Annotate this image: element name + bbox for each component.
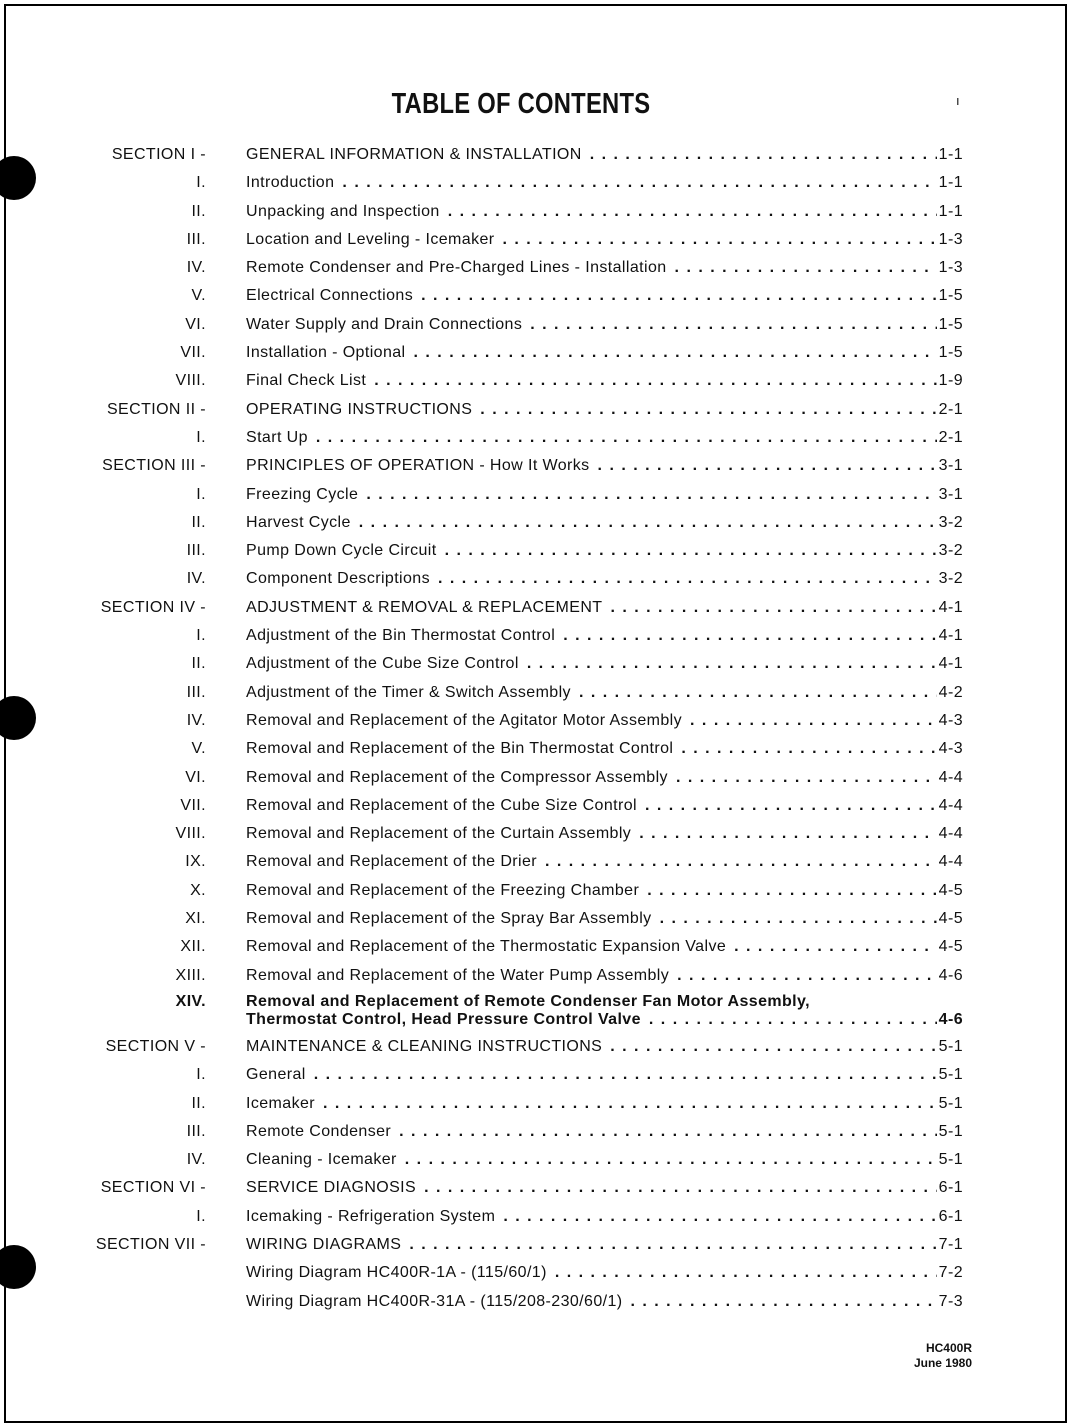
- toc-entry-line: [246, 1179, 963, 1197]
- toc-entry-line: [246, 599, 963, 617]
- toc-entry-line: [246, 769, 963, 787]
- toc-entry-title: Removal and Replacement of the Curtain Assembly: [246, 825, 632, 843]
- footer-model: HC400R: [925, 1341, 972, 1355]
- toc-entry-number: I.: [196, 174, 206, 192]
- toc-entry: [0, 340, 1072, 368]
- toc-entry-number: II.: [191, 655, 206, 673]
- toc-entry: [0, 708, 1072, 736]
- toc-entry-line: [246, 146, 963, 164]
- dot-leader: [631, 1293, 937, 1311]
- toc-entry-line: [246, 1293, 963, 1311]
- toc-entry-page: 1-1: [938, 202, 963, 220]
- toc-entry-page: 5-1: [938, 1037, 963, 1055]
- toc-entry-page: 4-3: [938, 711, 963, 729]
- toc-entry-number: I.: [196, 485, 206, 503]
- toc-entry-number: SECTION V -: [105, 1037, 206, 1055]
- toc-entry-number: VI.: [185, 768, 206, 786]
- toc-entry-line: [246, 825, 963, 843]
- toc-entry-page: 4-1: [938, 627, 963, 645]
- toc-entry-line: [246, 967, 963, 985]
- toc-entry-page: 4-3: [938, 740, 963, 758]
- toc-entry-page: 7-1: [938, 1235, 963, 1253]
- dot-leader: [359, 514, 937, 532]
- toc-entry-title: Adjustment of the Timer & Switch Assembly: [246, 683, 571, 701]
- toc-entry-number: XIII.: [175, 966, 206, 984]
- toc-entry-title: Removal and Replacement of the Spray Bar Assembly: [246, 910, 652, 928]
- dot-leader: [530, 316, 936, 334]
- toc-entry-line: [246, 316, 963, 334]
- dot-leader: [660, 910, 937, 928]
- toc-entry: [0, 227, 1072, 255]
- toc-entry-title: ADJUSTMENT & REMOVAL & REPLACEMENT: [246, 598, 603, 616]
- toc-entry-number: VIII.: [175, 372, 206, 390]
- toc-entry: [0, 651, 1072, 679]
- dot-leader: [366, 486, 936, 504]
- toc-entry: [0, 1204, 1072, 1232]
- toc-entry: [0, 368, 1072, 396]
- toc-entry-title: Cleaning - Icemaker: [246, 1151, 397, 1169]
- toc-entry: [0, 1175, 1072, 1203]
- toc-entry: [0, 736, 1072, 764]
- toc-entry-title: Adjustment of the Cube Size Control: [246, 655, 519, 673]
- toc-entry: [0, 1062, 1072, 1090]
- toc-entry: [0, 765, 1072, 793]
- toc-entry-page: 5-1: [938, 1122, 963, 1140]
- toc-entry-number: II.: [191, 202, 206, 220]
- toc-entry-number: IV.: [186, 259, 206, 277]
- toc-entry-number: I.: [196, 627, 206, 645]
- toc-entry-number: SECTION IV -: [100, 598, 206, 616]
- toc-entry-page: 1-1: [938, 146, 963, 163]
- toc-entry-title: Remote Condenser: [246, 1122, 392, 1140]
- dot-leader: [681, 740, 936, 758]
- footer-date: June 1980: [913, 1356, 972, 1370]
- toc-entry-title: Component Descriptions: [246, 570, 430, 588]
- dot-leader: [598, 457, 937, 475]
- toc-entry-title: SERVICE DIAGNOSIS: [246, 1179, 417, 1197]
- toc-entry-line: [246, 401, 963, 419]
- toc-entry-title: Removal and Replacement of the Thermostatic Expansion Valve: [246, 938, 727, 956]
- toc-entry: [0, 680, 1072, 708]
- toc-entry-line: [246, 1066, 963, 1084]
- toc-entry: [0, 142, 1072, 170]
- toc-entry-number: V.: [191, 740, 206, 758]
- toc-entry-title: Freezing Cycle: [246, 485, 359, 503]
- dot-leader: [610, 599, 936, 617]
- toc-entry-number: XIV.: [175, 992, 206, 1010]
- toc-entry-page: 4-4: [938, 768, 963, 786]
- toc-entry: [0, 538, 1072, 566]
- toc-entry-line: [246, 1236, 963, 1254]
- dot-leader: [579, 684, 937, 702]
- toc-entry: [0, 821, 1072, 849]
- dot-leader: [445, 542, 937, 560]
- dot-leader: [645, 797, 937, 815]
- toc-entry: [0, 623, 1072, 651]
- toc-entry-number: IV.: [186, 570, 206, 588]
- toc-entry-title: PRINCIPLES OF OPERATION - How It Works: [246, 457, 590, 475]
- dot-leader: [448, 203, 937, 221]
- toc-entry-title: Icemaker: [246, 1094, 315, 1112]
- toc-entry-line: [246, 174, 963, 192]
- toc-entry: [0, 199, 1072, 227]
- toc-entry: [0, 283, 1072, 311]
- toc-entry-page: 1-5: [938, 287, 963, 305]
- toc-entry-title: Removal and Replacement of the Compressor Assembly: [246, 768, 668, 786]
- toc-entry-line: [246, 1264, 963, 1282]
- dot-leader: [503, 1208, 936, 1226]
- toc-entry-line: [246, 938, 963, 956]
- toc-entry-title: WIRING DIAGRAMS: [246, 1235, 402, 1253]
- toc-entry-number: IV.: [186, 1151, 206, 1169]
- toc-entry-title: Location and Leveling - Icemaker: [246, 230, 495, 248]
- toc-entry-page: 3-1: [938, 485, 963, 503]
- dot-leader: [409, 1236, 936, 1254]
- toc-entry-page: 5-1: [938, 1094, 963, 1112]
- toc-entry-number: II.: [191, 513, 206, 531]
- toc-entry-number: V.: [191, 287, 206, 305]
- toc-entry-number: IV.: [186, 711, 206, 729]
- dot-leader: [342, 174, 936, 192]
- toc-entry-line: [246, 542, 963, 560]
- toc-entry-title: Water Supply and Drain Connections: [246, 315, 523, 333]
- toc-entry-line: [246, 853, 963, 871]
- dot-leader: [527, 655, 937, 673]
- dot-leader: [690, 712, 937, 730]
- toc-entry: [0, 991, 1072, 1034]
- toc-entry-page: 1-3: [938, 230, 963, 248]
- toc-entry: [0, 510, 1072, 538]
- toc-entry-page: 4-6: [938, 966, 963, 984]
- toc-entry-title: Removal and Replacement of the Agitator Motor Assembly: [246, 711, 683, 729]
- toc-entry-page: 4-5: [938, 938, 963, 956]
- toc-entry-title: Removal and Replacement of the Cube Size Control: [246, 796, 637, 814]
- dot-leader: [545, 853, 937, 871]
- toc-entry-page: 4-4: [938, 796, 963, 814]
- toc-entry: [0, 934, 1072, 962]
- toc-entry-page: 3-2: [938, 542, 963, 560]
- dot-leader: [480, 401, 936, 419]
- toc-entry: [0, 1034, 1072, 1062]
- toc-entry-number: III.: [186, 230, 206, 248]
- toc-entry-title: OPERATING INSTRUCTIONS: [246, 400, 473, 418]
- toc-entry: [0, 1260, 1072, 1288]
- toc-entry-number: VII.: [180, 344, 206, 362]
- toc-entry-title: Pump Down Cycle Circuit: [246, 542, 437, 560]
- toc-entry-line: [246, 1208, 963, 1226]
- toc-entry: [0, 170, 1072, 198]
- toc-entry: [0, 1232, 1072, 1260]
- dot-leader: [503, 231, 937, 249]
- toc-entry-page: 1-1: [938, 174, 963, 192]
- dot-leader: [314, 1066, 937, 1084]
- toc-entry-title: MAINTENANCE & CLEANING INSTRUCTIONS: [246, 1037, 603, 1055]
- toc-entry: [0, 878, 1072, 906]
- toc-entry-number: SECTION I -: [111, 146, 206, 163]
- toc-entry-number: II.: [191, 1094, 206, 1112]
- toc-entry-title: Removal and Replacement of the Bin Thermostat Control: [246, 740, 674, 758]
- toc-entry-page: 4-1: [938, 655, 963, 673]
- toc-entry-number: SECTION VII -: [95, 1235, 206, 1253]
- dot-leader: [555, 1264, 937, 1282]
- toc-entry-page: 2-1: [938, 428, 963, 446]
- toc-entry-title-line1: Removal and Replacement of Remote Condenser Fan Motor Assembly,: [246, 992, 810, 1010]
- toc-entry-number: III.: [186, 542, 206, 560]
- toc-entry: [0, 453, 1072, 481]
- toc-entry-line: [246, 287, 963, 305]
- dot-leader: [405, 1151, 937, 1169]
- toc-entry-line: [246, 684, 963, 702]
- toc-entry: [0, 255, 1072, 283]
- toc-entry-page: 4-2: [938, 683, 963, 701]
- toc-entry-number: VIII.: [175, 825, 206, 843]
- toc-entry-line: [246, 203, 963, 221]
- document-footer: [914, 1341, 972, 1371]
- toc-entry-title: GENERAL INFORMATION & INSTALLATION: [246, 146, 582, 163]
- toc-entry-number: X.: [190, 881, 206, 899]
- dot-leader: [424, 1179, 937, 1197]
- dot-leader: [323, 1095, 937, 1113]
- dot-leader: [414, 344, 937, 362]
- toc-entry-title: Wiring Diagram HC400R-1A - (115/60/1): [246, 1264, 547, 1282]
- dot-leader: [676, 769, 937, 787]
- toc-entry-title: Wiring Diagram HC400R-31A - (115/208-230/60/1): [246, 1292, 623, 1310]
- toc-entry-title: Electrical Connections: [246, 287, 414, 305]
- toc-entry-line: [246, 486, 963, 504]
- toc-entry-title: Removal and Replacement of the Water Pump Assembly: [246, 966, 670, 984]
- toc-entry-line: [246, 882, 963, 900]
- toc-entry-page: 1-5: [938, 344, 963, 362]
- toc-entry-title: Final Check List: [246, 372, 367, 390]
- corner-mark: ı: [956, 93, 960, 108]
- toc-entry-line: [246, 259, 963, 277]
- toc-entry-title: Unpacking and Inspection: [246, 202, 440, 220]
- toc-entry-title: Removal and Replacement of the Freezing Chamber: [246, 881, 640, 899]
- toc-entry-line: [246, 429, 963, 447]
- toc-entry: [0, 312, 1072, 340]
- toc-entry: [0, 566, 1072, 594]
- dot-leader: [647, 882, 936, 900]
- toc-entry-page: 5-1: [938, 1066, 963, 1084]
- toc-entry-page: 6-1: [938, 1207, 963, 1225]
- toc-entry-line: [246, 344, 963, 362]
- dot-leader: [316, 429, 937, 447]
- dot-leader: [639, 825, 936, 843]
- toc-entry-number: SECTION II -: [106, 400, 206, 418]
- toc-entry: [0, 482, 1072, 510]
- toc-entry-title: Removal and Replacement of the Drier: [246, 853, 537, 871]
- toc-entry-page: 4-1: [938, 598, 963, 616]
- toc-entry: [0, 425, 1072, 453]
- toc-entry-title: Thermostat Control, Head Pressure Control Valve: [246, 1010, 641, 1028]
- toc-entry-page: 3-2: [938, 570, 963, 588]
- toc-entry-page: 3-1: [938, 457, 963, 475]
- toc-entry-page: 4-4: [938, 825, 963, 843]
- toc-entry-page: 4-6: [938, 1010, 963, 1028]
- toc-entry-title: Harvest Cycle: [246, 513, 351, 531]
- toc-entry-number: I.: [196, 1207, 206, 1225]
- page-title: TABLE OF CONTENTS: [391, 88, 651, 120]
- toc-entry-line: [246, 910, 963, 928]
- toc-entry-line: [246, 1038, 963, 1056]
- toc-entry: [0, 397, 1072, 425]
- toc-entry-title: General: [246, 1066, 306, 1084]
- toc-entry: [0, 849, 1072, 877]
- toc-entry-title: Icemaking - Refrigeration System: [246, 1207, 496, 1225]
- toc-entry-page: 1-3: [938, 259, 963, 277]
- toc-entry-line: [246, 372, 963, 390]
- toc-entry-page: 1-9: [938, 372, 963, 390]
- toc-entry: [0, 1119, 1072, 1147]
- dot-leader: [590, 146, 937, 164]
- toc-entry-line: [246, 231, 963, 249]
- toc-entry: [0, 906, 1072, 934]
- toc-entry-page: 2-1: [938, 400, 963, 418]
- toc-entry: [0, 963, 1072, 991]
- toc-entry: [0, 1091, 1072, 1119]
- toc-entry-line: [246, 457, 963, 475]
- toc-entry-line: [246, 797, 963, 815]
- dot-leader: [438, 570, 937, 588]
- toc-entry-line: [246, 655, 963, 673]
- toc-entry-title: Start Up: [246, 428, 308, 446]
- toc-entry-number: IX.: [185, 853, 206, 871]
- toc-entry: [0, 595, 1072, 623]
- toc-entry: [0, 1147, 1072, 1175]
- toc-entry-number: XII.: [180, 938, 206, 956]
- dot-leader: [677, 967, 937, 985]
- dot-leader: [675, 259, 937, 277]
- toc-entry-number: I.: [196, 428, 206, 446]
- toc-entry-title: Adjustment of the Bin Thermostat Control: [246, 627, 556, 645]
- toc-entry-page: 5-1: [938, 1151, 963, 1169]
- toc-entry-line: [246, 1095, 963, 1113]
- toc-entry-page: 3-2: [938, 513, 963, 531]
- toc-entry-page: 4-5: [938, 881, 963, 899]
- toc-entry-page: 4-5: [938, 910, 963, 928]
- toc-entry-number: I.: [196, 1066, 206, 1084]
- toc-entry-title: Remote Condenser and Pre-Charged Lines - Installation: [246, 259, 667, 277]
- dot-leader: [421, 287, 937, 305]
- dot-leader: [610, 1038, 936, 1056]
- toc-entry-line: [246, 712, 963, 730]
- toc-entry-line: [246, 740, 963, 758]
- toc-entry-page: 7-2: [938, 1264, 963, 1282]
- toc-entry-line: [246, 570, 963, 588]
- toc-entry-page: 6-1: [938, 1179, 963, 1197]
- toc-entry-line: [246, 1011, 963, 1029]
- dot-leader: [399, 1123, 937, 1141]
- toc-entry-title: Installation - Optional: [246, 344, 406, 362]
- dot-leader: [734, 938, 937, 956]
- dot-leader: [563, 627, 936, 645]
- toc-entry-number: VII.: [180, 796, 206, 814]
- toc-entry-page: 4-4: [938, 853, 963, 871]
- toc-entry-number: III.: [186, 683, 206, 701]
- toc-entry-page: 7-3: [938, 1292, 963, 1310]
- dot-leader: [374, 372, 936, 390]
- toc-entry-page: 1-5: [938, 315, 963, 333]
- toc-entry-line: [246, 514, 963, 532]
- toc-entry-number: III.: [186, 1122, 206, 1140]
- toc-entry-line: [246, 1151, 963, 1169]
- toc-entry-number: SECTION III -: [102, 457, 206, 475]
- toc-entry: [0, 793, 1072, 821]
- toc-entry-number: VI.: [185, 315, 206, 333]
- table-of-contents: [0, 142, 1072, 1317]
- toc-entry-title: Introduction: [246, 174, 335, 192]
- toc-entry-line: [246, 627, 963, 645]
- dot-leader: [649, 1011, 937, 1029]
- toc-entry-line: [246, 1123, 963, 1141]
- toc-entry-number: XI.: [185, 910, 206, 928]
- toc-entry: [0, 1289, 1072, 1317]
- toc-entry-number: SECTION VI -: [100, 1179, 206, 1197]
